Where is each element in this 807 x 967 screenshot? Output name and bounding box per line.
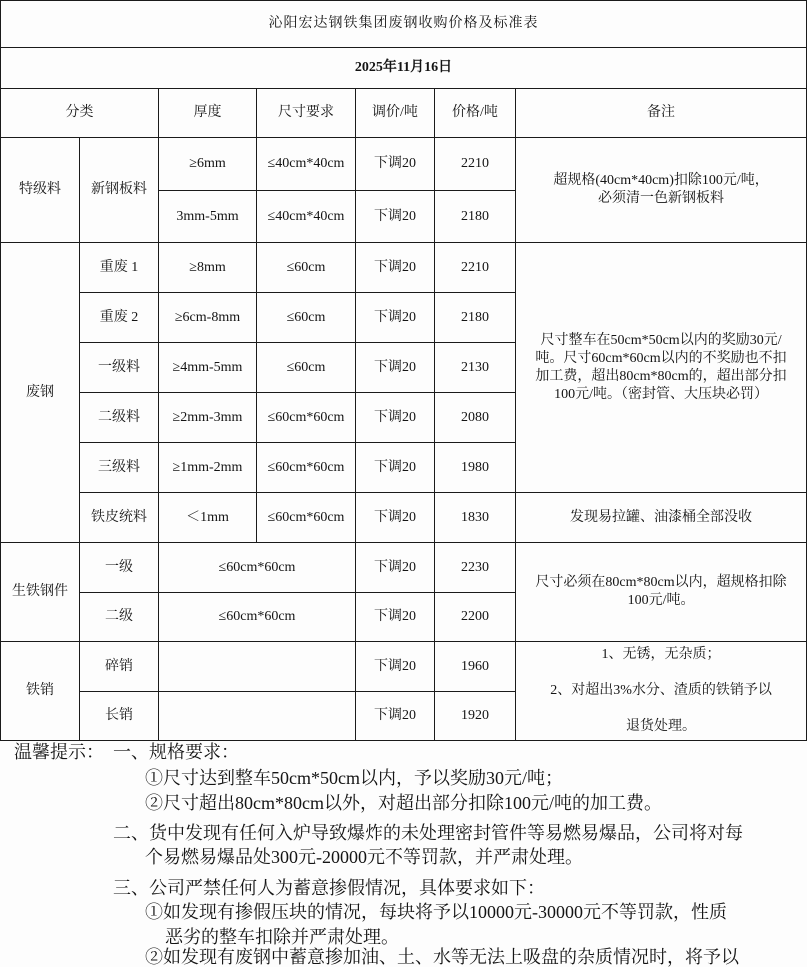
category-scrap-steel: 废钢 (1, 243, 80, 543)
note-line: 恶劣的整车扣除并严肃处理。 (165, 927, 399, 947)
remark-cell: 发现易拉罐、油漆桶全部没收 (516, 493, 807, 543)
category-iron-chips: 铁销 (1, 642, 80, 741)
price-cell: 2210 (435, 138, 516, 191)
item-broken-chips: 碎销 (80, 642, 159, 692)
size-cell (159, 692, 356, 741)
remark-line: 吨。尺寸60cm*60cm以内的不奖励也不扣 (535, 350, 787, 366)
price-cell: 1830 (435, 493, 516, 543)
price-cell: 2130 (435, 343, 516, 393)
size-cell: ≤60cm*60cm (257, 393, 356, 443)
remark-cell (516, 642, 807, 741)
page-title: 沁阳宏达钢铁集团废钢收购价格及标准表 (1, 1, 807, 48)
remark-line: 尺寸整车在50cm*50cm以内的奖励30元/ (540, 332, 782, 348)
adjust-cell: 下调20 (356, 243, 435, 293)
header-row (1, 89, 807, 138)
thickness-cell: ≥6cm-8mm (159, 293, 257, 343)
table-row (1, 543, 807, 593)
remark-line: 100元/吨。 (627, 593, 695, 608)
size-cell: ≤60cm (257, 293, 356, 343)
remark-line: 2、对超出3%水分、渣质的铁销予以 (550, 683, 772, 698)
thickness-cell: ≥2mm-3mm (159, 393, 257, 443)
remark-cell (516, 243, 807, 493)
thickness-cell: ≥4mm-5mm (159, 343, 257, 393)
price-cell: 1920 (435, 692, 516, 741)
thickness-cell: ≥6mm (159, 138, 257, 191)
price-cell: 2230 (435, 543, 516, 593)
remark-line: 退货处理。 (626, 719, 697, 734)
price-cell: 2080 (435, 393, 516, 443)
date-row (1, 48, 807, 89)
category-pig-iron: 生铁钢件 (1, 543, 80, 642)
note-line: ①如发现有掺假压块的情况，每块将予以10000元-30000元不等罚款，性质 (145, 902, 727, 922)
remark-line: 100元/吨。（密封管、大压块必罚） (554, 386, 768, 402)
notes-section (0, 740, 807, 967)
adjust-cell: 下调20 (356, 191, 435, 243)
adjust-cell: 下调20 (356, 642, 435, 692)
note-line: 个易燃易爆品处300元-20000元不等罚款，并严肃处理。 (145, 847, 583, 867)
thickness-cell: ≥8mm (159, 243, 257, 293)
price-cell: 2200 (435, 593, 516, 642)
header-adjust: 调价/吨 (356, 89, 435, 138)
note-line: 一、规格要求： (113, 742, 239, 762)
item-sheet-scrap: 铁皮统料 (80, 493, 159, 543)
size-cell: ≤60cm*60cm (257, 493, 356, 543)
category-special-grade: 特级料 (1, 138, 80, 243)
adjust-cell: 下调20 (356, 692, 435, 741)
size-cell: ≤60cm*60cm (159, 543, 356, 593)
price-cell: 2210 (435, 243, 516, 293)
adjust-cell: 下调20 (356, 493, 435, 543)
adjust-cell: 下调20 (356, 443, 435, 493)
remark-lines (516, 642, 806, 741)
remark-line: 必须清一色新钢板料 (598, 191, 725, 206)
size-cell (159, 642, 356, 692)
item-grade-1-material: 一级料 (80, 343, 159, 393)
item-grade-2-material: 二级料 (80, 393, 159, 443)
adjust-cell: 下调20 (356, 343, 435, 393)
thickness-cell: ＜1mm (159, 493, 257, 543)
header-price: 价格/吨 (435, 89, 516, 138)
size-cell: ≤60cm*60cm (159, 593, 356, 642)
size-cell: ≤40cm*40cm (257, 138, 356, 191)
item-pig-iron-grade-2: 二级 (80, 593, 159, 642)
item-pig-iron-grade-1: 一级 (80, 543, 159, 593)
thickness-cell: ≥1mm-2mm (159, 443, 257, 493)
table-row (1, 493, 807, 543)
header-category: 分类 (1, 89, 159, 138)
adjust-cell: 下调20 (356, 293, 435, 343)
table-row (1, 138, 807, 191)
note-line: 二、货中发现有任何入炉导致爆炸的未处理密封管件等易燃易爆品，公司将对每 (113, 823, 743, 843)
remark-line: 超规格(40cm*40cm)扣除100元/吨， (553, 173, 769, 188)
size-cell: ≤40cm*40cm (257, 191, 356, 243)
table-row (1, 243, 807, 293)
price-date: 2025年11月16日 (1, 48, 807, 89)
price-cell: 1980 (435, 443, 516, 493)
header-thickness: 厚度 (159, 89, 257, 138)
note-line: ②尺寸超出80cm*80cm以外，对超出部分扣除100元/吨的加工费。 (145, 793, 662, 813)
adjust-cell: 下调20 (356, 543, 435, 593)
note-line: ②如发现有废钢中蓄意掺加油、土、水等无法上吸盘的杂质情况时，将予以 (145, 947, 739, 967)
title-row (1, 1, 807, 48)
adjust-cell: 下调20 (356, 138, 435, 191)
note-line: 三、公司严禁任何人为蓄意掺假情况，具体要求如下： (113, 878, 545, 898)
item-long-chips: 长销 (80, 692, 159, 741)
size-cell: ≤60cm (257, 343, 356, 393)
remark-line: 加工费，超出80cm*80cm的，超出部分扣 (535, 368, 787, 384)
price-cell: 2180 (435, 293, 516, 343)
remark-line: 1、无锈，无杂质； (601, 647, 721, 662)
adjust-cell: 下调20 (356, 593, 435, 642)
item-heavy-scrap-2: 重废 2 (80, 293, 159, 343)
table-row (1, 642, 807, 692)
price-cell: 1960 (435, 642, 516, 692)
size-cell: ≤60cm (257, 243, 356, 293)
remark-cell (516, 138, 807, 243)
note-line: ①尺寸达到整车50cm*50cm以内，予以奖励30元/吨； (145, 768, 563, 788)
header-size: 尺寸要求 (257, 89, 356, 138)
remark-cell (516, 543, 807, 642)
header-remark: 备注 (516, 89, 807, 138)
price-cell: 2180 (435, 191, 516, 243)
item-grade-3-material: 三级料 (80, 443, 159, 493)
thickness-cell: 3mm-5mm (159, 191, 257, 243)
size-cell: ≤60cm*60cm (257, 443, 356, 493)
notes-label: 温馨提示： (14, 742, 104, 762)
remark-line: 尺寸必须在80cm*80cm以内，超规格扣除 (535, 575, 787, 590)
item-new-steel-plate: 新钢板料 (80, 138, 159, 243)
adjust-cell: 下调20 (356, 393, 435, 443)
item-heavy-scrap-1: 重废 1 (80, 243, 159, 293)
